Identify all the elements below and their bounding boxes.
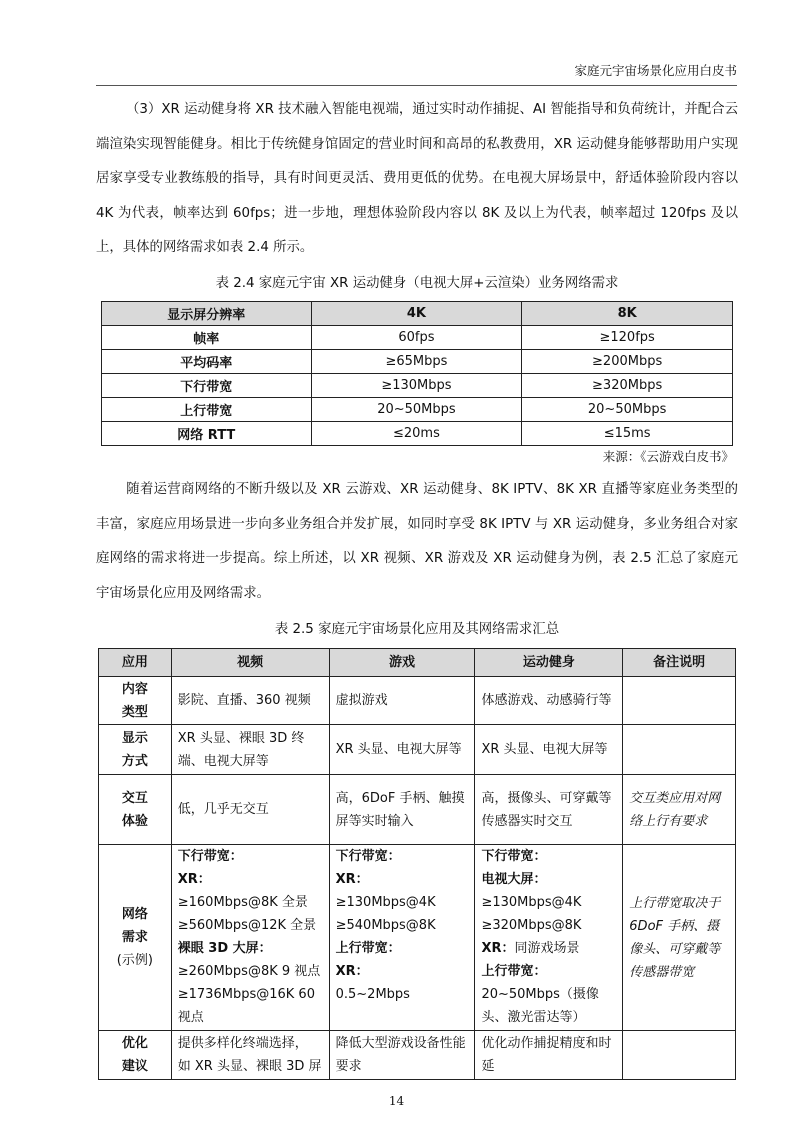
- header-cell: 视频: [171, 649, 329, 677]
- header-cell: 备注说明: [623, 649, 736, 677]
- table-cell: ≥65Mbps: [311, 350, 522, 374]
- row-label: 帧率: [102, 326, 312, 350]
- row-label: 网络 需求 (示例): [99, 845, 172, 1031]
- table-cell: [623, 677, 736, 725]
- table-cell: 下行带宽： 电视大屏： ≥130Mbps@4K ≥320Mbps@8K XR：同游戏场景 上行带宽： 20~50Mbps（摄像 头、激光雷达等）: [475, 845, 623, 1031]
- table-cell: 60fps: [311, 326, 522, 350]
- table-row: [102, 374, 733, 398]
- table-cell: 降低大型游戏设备性能 要求: [329, 1031, 475, 1080]
- table-cell: XR 头显、裸眼 3D 终 端、电视大屏等: [171, 725, 329, 775]
- row-label: 内容 类型: [99, 677, 172, 725]
- table-cell: 虚拟游戏: [329, 677, 475, 725]
- header-cell: 运动健身: [475, 649, 623, 677]
- table-cell: ≤15ms: [522, 422, 733, 446]
- table-row: [102, 350, 733, 374]
- row-label: 上行带宽: [102, 398, 312, 422]
- table-row: [102, 422, 733, 446]
- row-label: 显示 方式: [99, 725, 172, 775]
- table-cell-note: 上行带宽取决于 6DoF 手柄、摄 像头、可穿戴等 传感器带宽: [623, 845, 736, 1031]
- table-2-4-caption: 表 2.4 家庭元宇宙 XR 运动健身（电视大屏+云渲染）业务网络需求: [215, 276, 619, 291]
- row-label: 下行带宽: [102, 374, 312, 398]
- running-header-title: 家庭元宇宙场景化应用白皮书: [574, 63, 737, 78]
- table-cell: 体感游戏、动感骑行等: [475, 677, 623, 725]
- table-cell: 高，6DoF 手柄、触摸 屏等实时输入: [329, 775, 475, 845]
- table-cell: 下行带宽： XR： ≥160Mbps@8K 全景 ≥560Mbps@12K 全景 裸眼 3D 大屏： ≥260Mbps@8K 9 视点 ≥1736Mbps@16K 60 视点: [171, 845, 329, 1031]
- table-cell: XR 头显、电视大屏等: [329, 725, 475, 775]
- table-cell: 低，几乎无交互: [171, 775, 329, 845]
- row-label: 优化 建议: [99, 1031, 172, 1080]
- header-cell: 应用: [99, 649, 172, 677]
- table-cell: 20~50Mbps: [311, 398, 522, 422]
- row-label: 平均码率: [102, 350, 312, 374]
- paragraph-xr-fitness-text: （3）XR 运动健身将 XR 技术融入智能电视端，通过实时动作捕捉、AI 智能指导和负荷统计，并配合云端渲染实现智能健身。相比于传统健身馆固定的营业时间和高昂的私教费用，XR 运动健身能够帮助用户实现居家享受专业教练般的指导，具有时间更灵活、费用更低的优势。在电视大屏场景中，舒适体验阶段内容以 4K 为代表，帧率达到 60fps；进一步地，理想体验阶段内容以 8K 及以上为代表，帧率超过 120fps 及以上，具体的网络需求如表 2.4 所示。: [96, 102, 738, 255]
- row-label: 网络 RTT: [102, 422, 312, 446]
- table-cell-note: 交互类应用对网 络上行有要求: [623, 775, 736, 845]
- header-cell: 游戏: [329, 649, 475, 677]
- paragraph-multi-service: [96, 473, 738, 611]
- table-2-5-caption: 表 2.5 家庭元宇宙场景化应用及其网络需求汇总: [274, 622, 560, 637]
- table-cell: ≥120fps: [522, 326, 733, 350]
- page-number: 14: [388, 1094, 405, 1108]
- table-cell: 下行带宽： XR： ≥130Mbps@4K ≥540Mbps@8K 上行带宽： XR： 0.5~2Mbps: [329, 845, 475, 1031]
- table-row: [102, 398, 733, 422]
- header-cell: 显示屏分辨率: [102, 302, 312, 326]
- table-header-row: [102, 302, 733, 326]
- table-cell: 影院、直播、360 视频: [171, 677, 329, 725]
- table-cell: ≥200Mbps: [522, 350, 733, 374]
- running-header: [96, 61, 737, 86]
- table-cell: ≥130Mbps: [311, 374, 522, 398]
- paragraph-multi-service-text: 随着运营商网络的不断升级以及 XR 云游戏、XR 运动健身、8K IPTV、8K XR 直播等家庭业务类型的丰富，家庭应用场景进一步向多业务组合并发扩展，如同时享受 8K IPTV 与 XR 运动健身，多业务组合对家庭网络的需求将进一步提高。综上所述，以 XR 视频、XR 游戏及 XR 运动健身为例，表 2.5 汇总了家庭元宇宙场景化应用及网络需求。: [96, 482, 738, 601]
- table-cell: XR 头显、电视大屏等: [475, 725, 623, 775]
- table-cell: ≥320Mbps: [522, 374, 733, 398]
- table-row-interaction: [99, 775, 736, 845]
- table-row: [102, 326, 733, 350]
- header-cell: 4K: [311, 302, 522, 326]
- table-row-display: [99, 725, 736, 775]
- table-cell: ≤20ms: [311, 422, 522, 446]
- table-cell: [623, 1031, 736, 1080]
- table-2-4-source: 来源：《云游戏白皮书》: [602, 449, 734, 464]
- table-cell: 20~50Mbps: [522, 398, 733, 422]
- table-cell: [623, 725, 736, 775]
- paragraph-xr-fitness: [96, 93, 738, 266]
- row-label: 交互 体验: [99, 775, 172, 845]
- table-2-4: [101, 301, 733, 446]
- table-row-network: [99, 845, 736, 1031]
- table-cell: 优化动作捕捉精度和时 延: [475, 1031, 623, 1080]
- table-header-row: [99, 649, 736, 677]
- table-row-content-type: [99, 677, 736, 725]
- header-cell: 8K: [522, 302, 733, 326]
- table-cell: 高，摄像头、可穿戴等 传感器实时交互: [475, 775, 623, 845]
- table-2-5: [98, 648, 736, 1080]
- table-row-optimize: [99, 1031, 736, 1080]
- table-cell: 提供多样化终端选择， 如 XR 头显、裸眼 3D 屏: [171, 1031, 329, 1080]
